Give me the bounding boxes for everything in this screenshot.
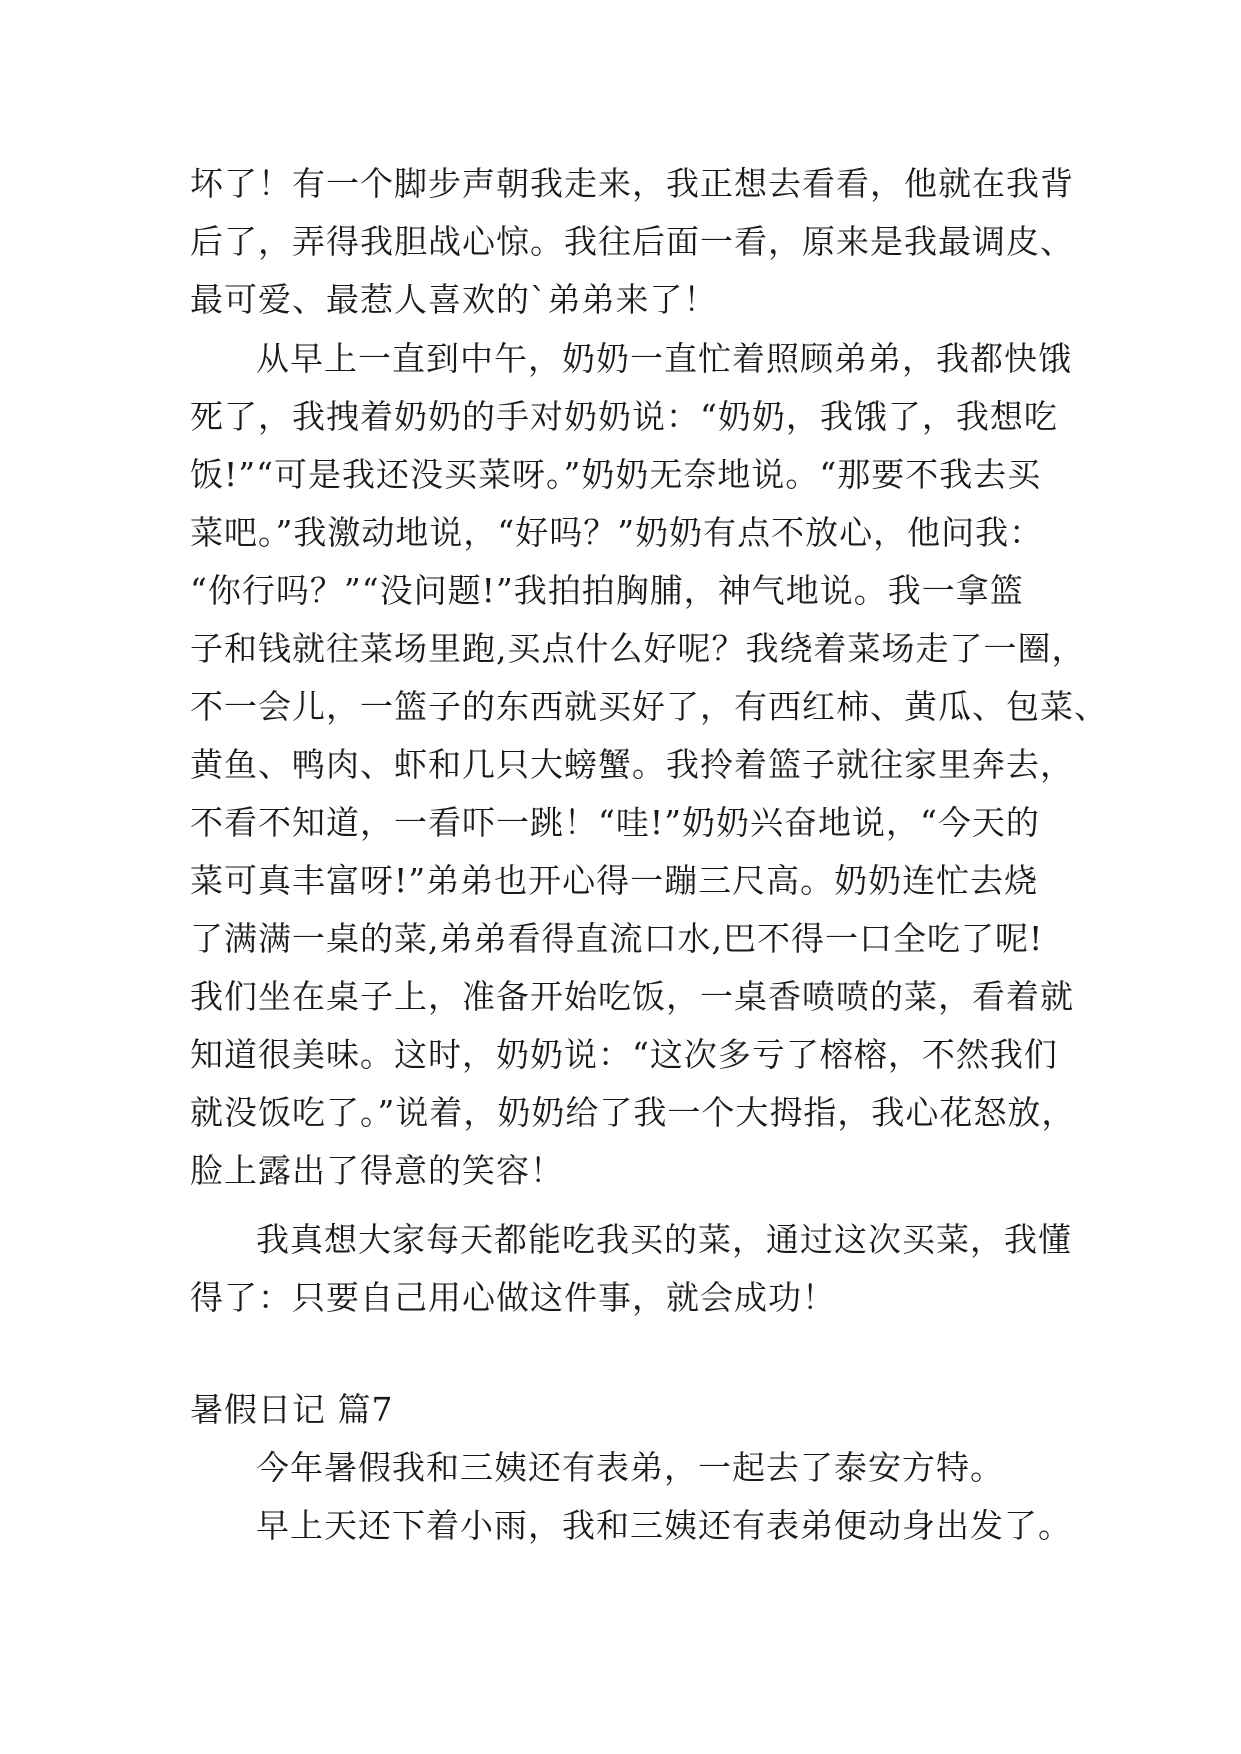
text-line: 我们坐在桌子上，准备开始吃饭，一桌香喷喷的菜，看着就 bbox=[190, 977, 1074, 1016]
paragraph-main bbox=[190, 330, 1108, 1200]
text-line: 子和钱就往菜场里跑,买点什么好呢？我绕着菜场走了一圈， bbox=[190, 629, 1086, 668]
text-line: 菜可真丰富呀!”弟弟也开心得一蹦三尺高。奶奶连忙去烧 bbox=[190, 861, 1039, 900]
text-line: 脸上露出了得意的笑容！ bbox=[190, 1151, 564, 1190]
text-line: 饭!”“可是我还没买菜呀。”奶奶无奈地说。“那要不我去买 bbox=[190, 455, 1042, 494]
text-line: 黄鱼、鸭肉、虾和几只大螃蟹。我拎着篮子就往家里奔去， bbox=[190, 745, 1074, 784]
paragraph-conclusion bbox=[190, 1211, 1070, 1327]
text-line: 不看不知道，一看吓一跳！“哇!”奶奶兴奋地说，“今天的 bbox=[190, 803, 1040, 842]
section-paragraph: 早上天还下着小雨，我和三姨还有表弟便动身出发了。 bbox=[256, 1506, 1072, 1545]
text-line: 就没饭吃了。”说着，奶奶给了我一个大拇指，我心花怒放， bbox=[190, 1093, 1076, 1132]
text-line: 了满满一桌的菜,弟弟看得直流口水,巴不得一口全吃了呢! bbox=[190, 919, 1044, 958]
text-line: 坏了！有一个脚步声朝我走来，我正想去看看，他就在我背 bbox=[190, 164, 1074, 203]
text-line: “你行吗？”“没问题!”我拍拍胸脯，神气地说。我一拿篮 bbox=[190, 571, 1024, 610]
text-line: 后了，弄得我胆战心惊。我往后面一看，原来是我最调皮、 bbox=[190, 222, 1074, 261]
text-line: 从早上一直到中午，奶奶一直忙着照顾弟弟，我都快饿 bbox=[256, 339, 1072, 378]
diary-section bbox=[190, 1381, 1070, 1555]
text-line: 得了：只要自己用心做这件事，就会成功！ bbox=[190, 1278, 836, 1317]
text-line: 不一会儿，一篮子的东西就买好了，有西红柿、黄瓜、包菜、 bbox=[190, 687, 1108, 726]
text-line: 死了，我拽着奶奶的手对奶奶说：“奶奶，我饿了，我想吃 bbox=[190, 397, 1058, 436]
text-line: 菜吧。”我激动地说，“好吗？”奶奶有点不放心，他问我： bbox=[190, 513, 1044, 552]
text-line: 最可爱、最惹人喜欢的`弟弟来了！ bbox=[190, 280, 718, 319]
paragraph-continued bbox=[190, 155, 1074, 329]
section-heading: 暑假日记 篇7 bbox=[190, 1390, 394, 1429]
text-line: 我真想大家每天都能吃我买的菜，通过这次买菜，我懂 bbox=[256, 1220, 1072, 1259]
section-paragraph: 今年暑假我和三姨还有表弟，一起去了泰安方特。 bbox=[256, 1448, 1004, 1487]
text-line: 知道很美味。这时，奶奶说：“这次多亏了榕榕，不然我们 bbox=[190, 1035, 1058, 1074]
